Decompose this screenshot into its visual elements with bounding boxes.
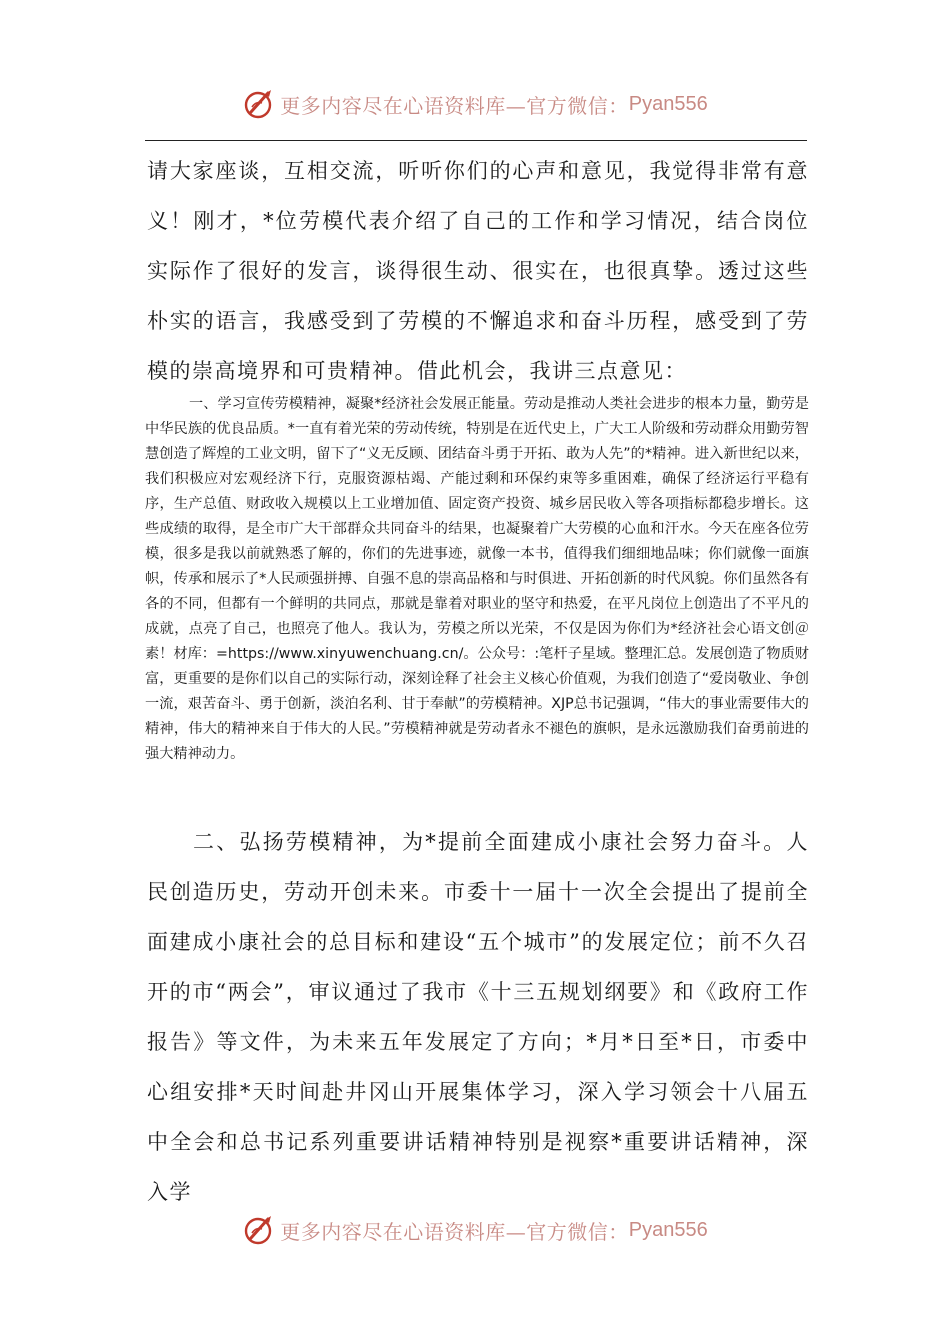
banner-wechat-id: Pyan556 <box>628 92 708 115</box>
header-divider <box>145 140 807 141</box>
intro-paragraph: 请大家座谈，互相交流，听听你们的心声和意见，我觉得非常有意义！刚才，*位劳模代表介绍了自己的工作和学习情况，结合岗位实际作了很好的发言，谈得很生动、很实在，也很真挚。透过这些朴实的语言，我感受到了劳模的不懈追求和奋斗历程，感受到了劳模的崇高境界和可贵精神。借此机会，我讲三点意见： <box>147 159 809 383</box>
section-one-paragraph: 一、学习宣传劳模精神，凝聚*经济社会发展正能量。劳动是推动人类社会进步的根本力量，勤劳是中华民族的优良品质。*一直有着光荣的劳动传统，特别是在近代史上，广大工人阶级和劳动群众用勤劳智慧创造了辉煌的工业文明，留下了“义无反顾、团结奋斗勇于开拓、敢为人先”的*精神。进入新世纪以来，我们积极应对宏观经济下行，克服资源枯竭、产能过剩和环保约束等多重困难，确保了经济运行平稳有序，生产总值、财政收入规模以上工业增加值、固定资产投资、城乡居民收入等各项指标都稳步增长。这些成绩的取得，是全市广大干部群众共同奋斗的结果，也凝聚着广大劳模的心血和汗水。今天在座各位劳模，很多是我以前就熟悉了解的，你们的先进事迹，就像一本书，值得我们细细地品味；你们就像一面旗帜，传承和展示了*人民顽强拼搏、自强不息的崇高品格和与时俱进、开拓创新的时代风貌。你们虽然各有各的不同，但都有一个鲜明的共同点，那就是靠着对职业的坚守和热爱，在平凡岗位上创造出了不平凡的成就，点亮了自己，也照亮了他人。我认为，劳模之所以光荣，不仅是因为你们为*经济社会心语文创＠素！材库：=https://www.xinyuwenchuang.cn/。公众号：:笔杆子星域。整理汇总。发展创造了物质财富，更重要的是你们以自己的实际行动，深刻诠释了社会主义核心价值观，为我们创造了“爱岗敬业、争创一流，艰苦奋斗、勇于创新，淡泊名利、甘于奉献”的劳模精神。XJP总书记强调，“伟大的事业需要伟大的精神，伟大的精神来自于伟大的人民。”劳模精神就是劳动者永不褪色的旗帜，是永远激励我们奋勇前进的强大精神动力。 <box>145 396 809 762</box>
banner-text: 更多内容尽在心语资料库—官方微信： <box>280 1219 629 1244</box>
header-banner <box>0 84 950 124</box>
banner-text: 更多内容尽在心语资料库—官方微信： <box>280 93 629 118</box>
section-two-paragraph: 二、弘扬劳模精神，为*提前全面建成小康社会努力奋斗。人民创造历史，劳动开创未来。市委十一届十一次全会提出了提前全面建成小康社会的总目标和建设“五个城市”的发展定位；前不久召开的市“两会”，审议通过了我市《十三五规划纲要》和《政府工作报告》等文件，为未来五年发展定了方向；*月*日至*日，市委中心组安排*天时间赴井冈山开展集体学习，深入学习领会十八届五中全会和总书记系列重要讲话精神特别是视察*重要讲话精神，深入学 <box>147 830 809 1204</box>
footer-banner <box>0 1210 950 1250</box>
pen-logo-icon <box>242 1213 276 1247</box>
banner-wechat-id: Pyan556 <box>628 1218 708 1241</box>
pen-logo-icon <box>242 87 276 121</box>
